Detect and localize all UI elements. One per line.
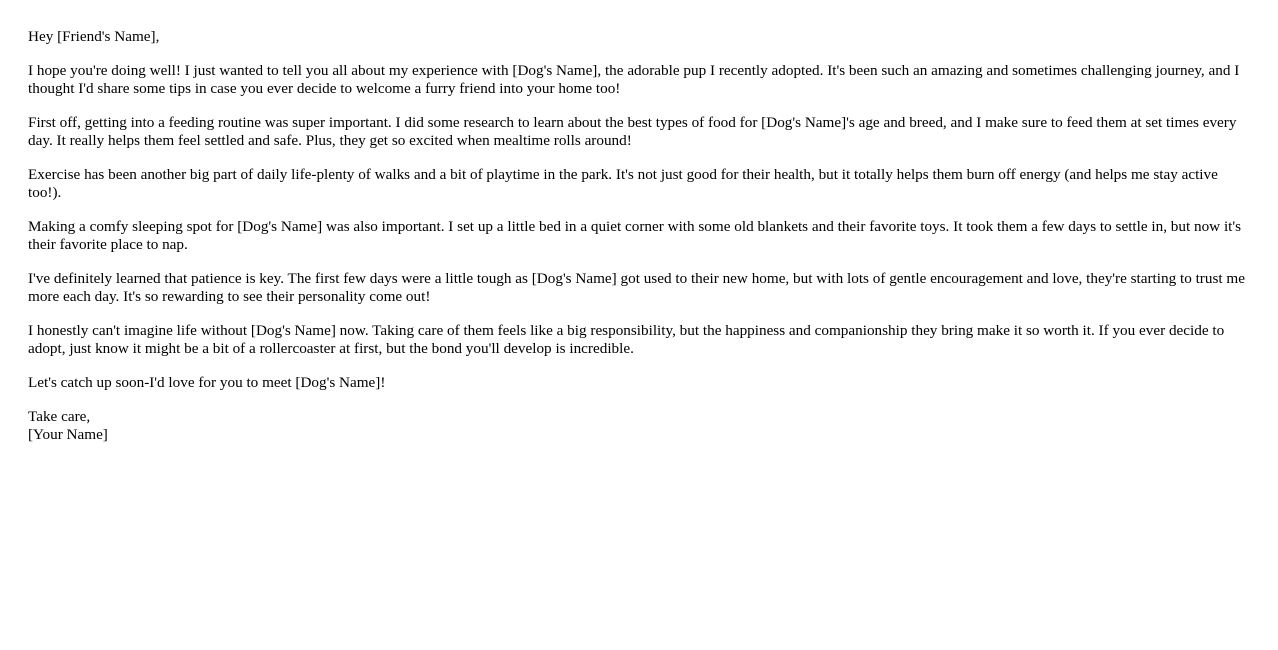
letter-paragraph-exercise: Exercise has been another big part of daily life-plenty of walks and a bit of playtime in the park. It's not just good for their health, but it totally helps them burn off energy (and helps me stay active too!).	[28, 166, 1218, 201]
letter-body	[28, 28, 1250, 460]
letter-greeting: Hey [Friend's Name],	[28, 28, 160, 45]
letter-paragraph-feeding: First off, getting into a feeding routine was super important. I did some research to learn about the best types of food for [Dog's Name]'s age and breed, and I make sure to feed them at set times every day. It really helps them feel settled and safe. Plus, they get so excited when mealtime rolls around!	[28, 114, 1237, 149]
letter-closing: Take care,	[28, 408, 91, 425]
letter-signoff	[28, 408, 1250, 444]
letter-paragraph-sleeping-spot: Making a comfy sleeping spot for [Dog's Name] was also important. I set up a little bed in a quiet corner with some old blankets and their favorite toys. It took them a few days to settle in, but now it's their favorite place to nap.	[28, 218, 1242, 253]
letter-paragraph-patience: I've definitely learned that patience is key. The first few days were a little tough as [Dog's Name] got used to their new home, but with lots of gentle encouragement and love, they're starting to trust me more each day. It's so rewarding to see their personality come out!	[28, 270, 1245, 305]
letter-paragraph-intro: I hope you're doing well! I just wanted to tell you all about my experience with [Dog's Name], the adorable pup I recently adopted. It's been such an amazing and sometimes challenging journey, and I thought I'd share some tips in case you ever decide to welcome a furry friend into your home too!	[28, 62, 1240, 97]
letter-signature: [Your Name]	[28, 426, 108, 443]
letter-paragraph-reflection: I honestly can't imagine life without [Dog's Name] now. Taking care of them feels like a big responsibility, but the happiness and companionship they bring make it so worth it. If you ever decide to adopt, just know it might be a bit of a rollercoaster at first, but the bond you'll develop is incredible.	[28, 322, 1225, 357]
letter-paragraph-catch-up: Let's catch up soon-I'd love for you to meet [Dog's Name]!	[28, 374, 386, 391]
